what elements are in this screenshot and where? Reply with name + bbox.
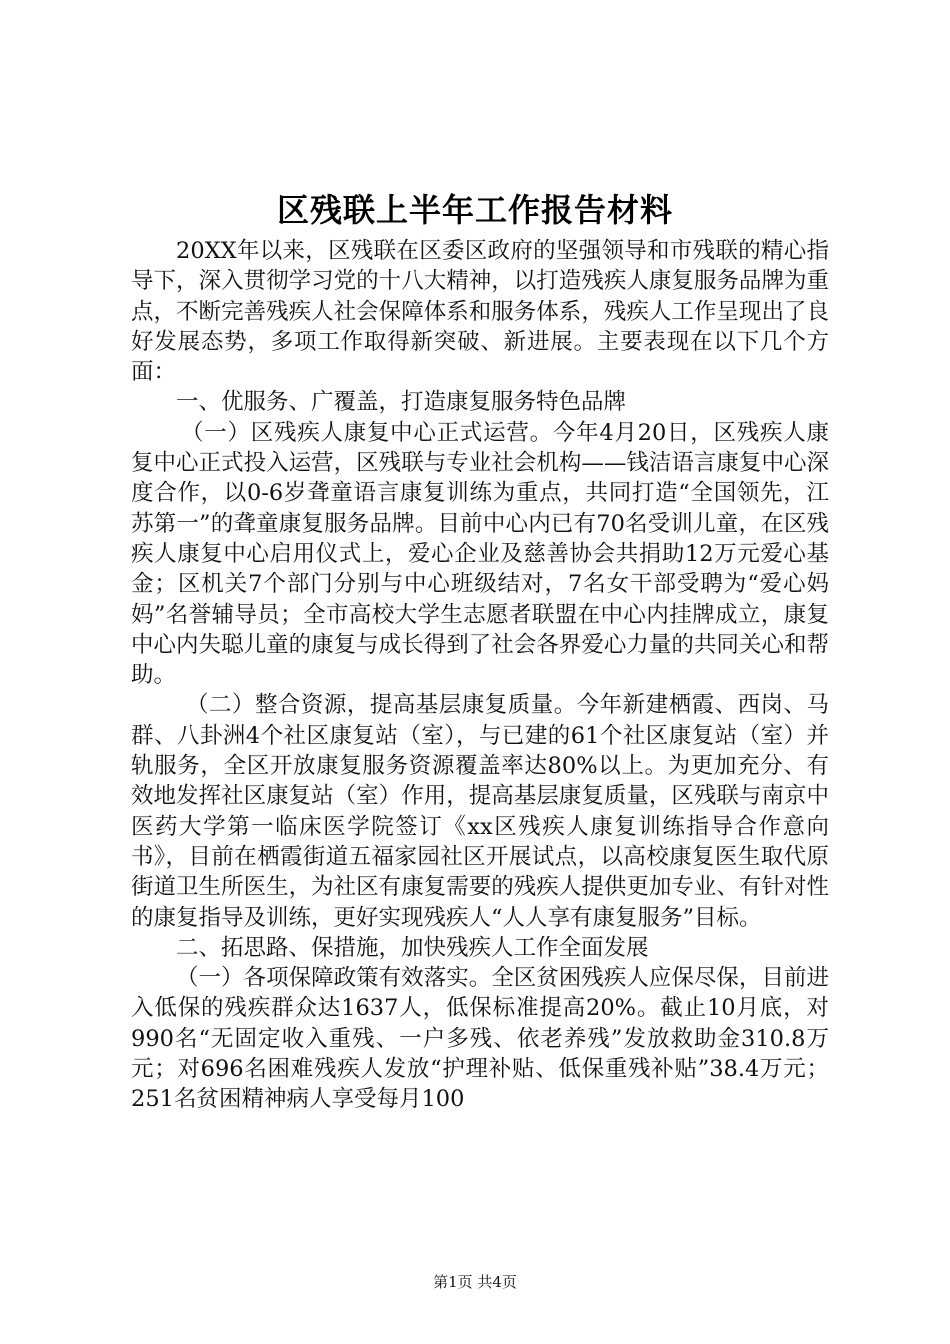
intro-paragraph: 20XX年以来，区残联在区委区政府的坚强领导和市残联的精心指导下，深入贯彻学习党的十八大精神，以打造残疾人康复服务品牌为重点，不断完善残疾人社会保障体系和服务体系，残疾人工作呈现出了良好发展态势，多项工作取得新突破、新进展。主要表现在以下几个方面： xyxy=(131,238,829,386)
subsection-1-2-paragraph: （二）整合资源，提高基层康复质量。今年新建栖霞、西岗、马群、八卦洲4个社区康复站（室），与已建的61个社区康复站（室）并轨服务，全区开放康复服务资源覆盖率达80%以上。为更加充分、有效地发挥社区康复站（室）作用，提高基层康复质量，区残联与南京中医药大学第一临床医学院签订《xx区残疾人康复训练指导合作意向书》，目前在栖霞街道五福家园社区开展试点，以高校康复医生取代原街道卫生所医生，为社区有康复需要的残疾人提供更加专业、有针对性的康复指导及训练，更好实现残疾人“人人享有康复服务”目标。 xyxy=(131,692,829,931)
page-footer: 第1页 共4页 xyxy=(433,1273,517,1291)
document-title: 区残联上半年工作报告材料 xyxy=(276,191,673,229)
subsection-2-1-paragraph: （一）各项保障政策有效落实。全区贫困残疾人应保尽保，目前进入低保的残疾群众达1637人，低保标准提高20%。截止10月底，对990名“无固定收入重残、一户多残、依老养残”发放救助金310.8万元；对696名困难残疾人发放“护理补贴、低保重残补贴”38.4万元；251名贫困精神病人享受每月100 xyxy=(131,965,829,1113)
section-heading-2: 二、拓思路、保措施，加快残疾人工作全面发展 xyxy=(176,934,649,961)
document-body xyxy=(131,236,829,1115)
subsection-1-1-paragraph: （一）区残疾人康复中心正式运营。今年4月20日，区残疾人康复中心正式投入运营，区残联与专业社会机构——钱洁语言康复中心深度合作，以0-6岁聋童语言康复训练为重点，共同打造“全国领先，江苏第一”的聋童康复服务品牌。目前中心内已有70名受训儿童，在区残疾人康复中心启用仪式上，爱心企业及慈善协会共捐助12万元爱心基金；区机关7个部门分别与中心班级结对，7名女干部受聘为“爱心妈妈”名誉辅导员；全市高校大学生志愿者联盟在中心内挂牌成立，康复中心内失聪儿童的康复与成长得到了社会各界爱心力量的共同关心和帮助。 xyxy=(131,419,829,689)
section-heading-1: 一、优服务、广覆盖，打造康复服务特色品牌 xyxy=(176,389,627,416)
